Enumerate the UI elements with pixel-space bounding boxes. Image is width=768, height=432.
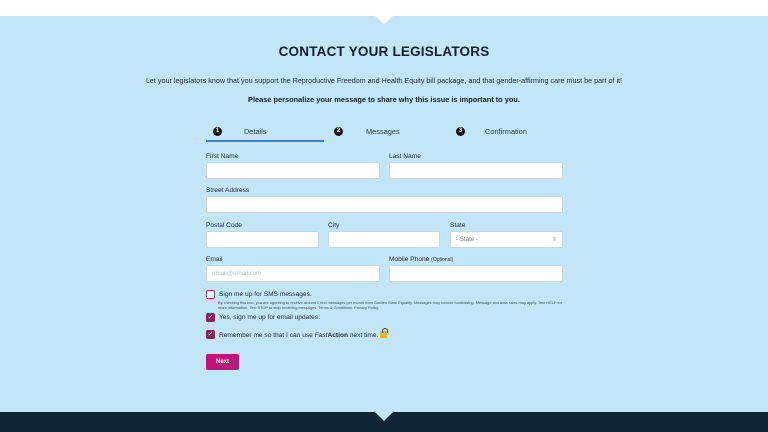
last-name-input[interactable] bbox=[389, 162, 563, 179]
remember-me-checkbox[interactable] bbox=[206, 330, 215, 339]
lock-icon bbox=[380, 331, 387, 338]
city-label: City bbox=[328, 222, 340, 229]
page-title: CONTACT YOUR LEGISLATORS bbox=[278, 44, 490, 59]
top-notch bbox=[375, 16, 393, 24]
step-confirmation[interactable] bbox=[456, 121, 527, 141]
next-button[interactable]: Next bbox=[206, 354, 239, 370]
checkmark-icon: ✓ bbox=[207, 331, 214, 338]
sms-optin-label: Sign me up for SMS messages. bbox=[219, 291, 312, 298]
step-details[interactable] bbox=[213, 121, 267, 141]
step-progress bbox=[206, 121, 562, 141]
active-step-underline bbox=[206, 140, 324, 142]
city-input[interactable] bbox=[328, 231, 440, 248]
step-number-2: 2 bbox=[334, 127, 343, 136]
state-select[interactable] bbox=[450, 231, 563, 248]
footer-notch bbox=[375, 412, 393, 421]
top-band bbox=[0, 0, 768, 16]
step-number-1: 1 bbox=[213, 127, 222, 136]
mobile-phone-label-text: Mobile Phone bbox=[389, 256, 430, 263]
email-input[interactable] bbox=[206, 265, 380, 282]
email-optin-row[interactable] bbox=[206, 313, 320, 322]
state-label: State bbox=[450, 222, 466, 229]
personalize-instruction: Please personalize your message to share why this issue is important to you. bbox=[248, 95, 520, 104]
remember-me-text-end: next time. bbox=[348, 331, 379, 339]
postal-code-input[interactable] bbox=[206, 231, 319, 248]
remember-me-label bbox=[219, 331, 387, 339]
street-address-input[interactable] bbox=[206, 196, 563, 213]
remember-me-row[interactable] bbox=[206, 330, 387, 339]
mobile-phone-label bbox=[389, 256, 453, 263]
step-label-details: Details bbox=[244, 126, 267, 136]
fastaction-brand-fast: Fast bbox=[314, 331, 328, 339]
state-selected-value: - State - bbox=[456, 236, 479, 243]
step-label-confirmation: Confirmation bbox=[485, 126, 527, 136]
street-address-label: Street Address bbox=[206, 187, 250, 194]
last-name-label: Last Name bbox=[389, 153, 421, 160]
sms-disclaimer: By checking this box, you are agreeing to receive around 2 text messages per month from Garden State Equality. Messages may include fundraising. Message and data rates may apply. Text HELP for more information. Text STOP to stop receiving messages. Terms & Conditions. Privacy Policy. bbox=[218, 300, 562, 311]
checkmark-icon: ✓ bbox=[207, 314, 214, 321]
step-number-3: 3 bbox=[456, 127, 465, 136]
sms-optin-row[interactable] bbox=[206, 290, 312, 299]
step-label-messages: Messages bbox=[366, 126, 400, 136]
chevron-updown-icon: ⇕ bbox=[551, 237, 557, 243]
intro-text: Let your legislators know that you support the Reproductive Freedom and Health Equity bill package, and that gender-affirming care must be part of it! bbox=[145, 76, 623, 85]
fastaction-brand-action: Action bbox=[327, 331, 348, 339]
postal-code-label: Postal Code bbox=[206, 222, 242, 229]
remember-me-text: Remember me so that I can use bbox=[219, 331, 315, 339]
email-label: Email bbox=[206, 256, 223, 263]
first-name-label: First Name bbox=[206, 153, 239, 160]
first-name-input[interactable] bbox=[206, 162, 380, 179]
email-updates-label: Yes, sign me up for email updates. bbox=[219, 314, 320, 321]
sms-checkbox[interactable] bbox=[206, 290, 215, 299]
email-updates-checkbox[interactable] bbox=[206, 313, 215, 322]
optional-note: (Optional) bbox=[431, 257, 454, 263]
mobile-phone-input[interactable] bbox=[389, 265, 563, 282]
step-messages[interactable] bbox=[334, 121, 400, 141]
